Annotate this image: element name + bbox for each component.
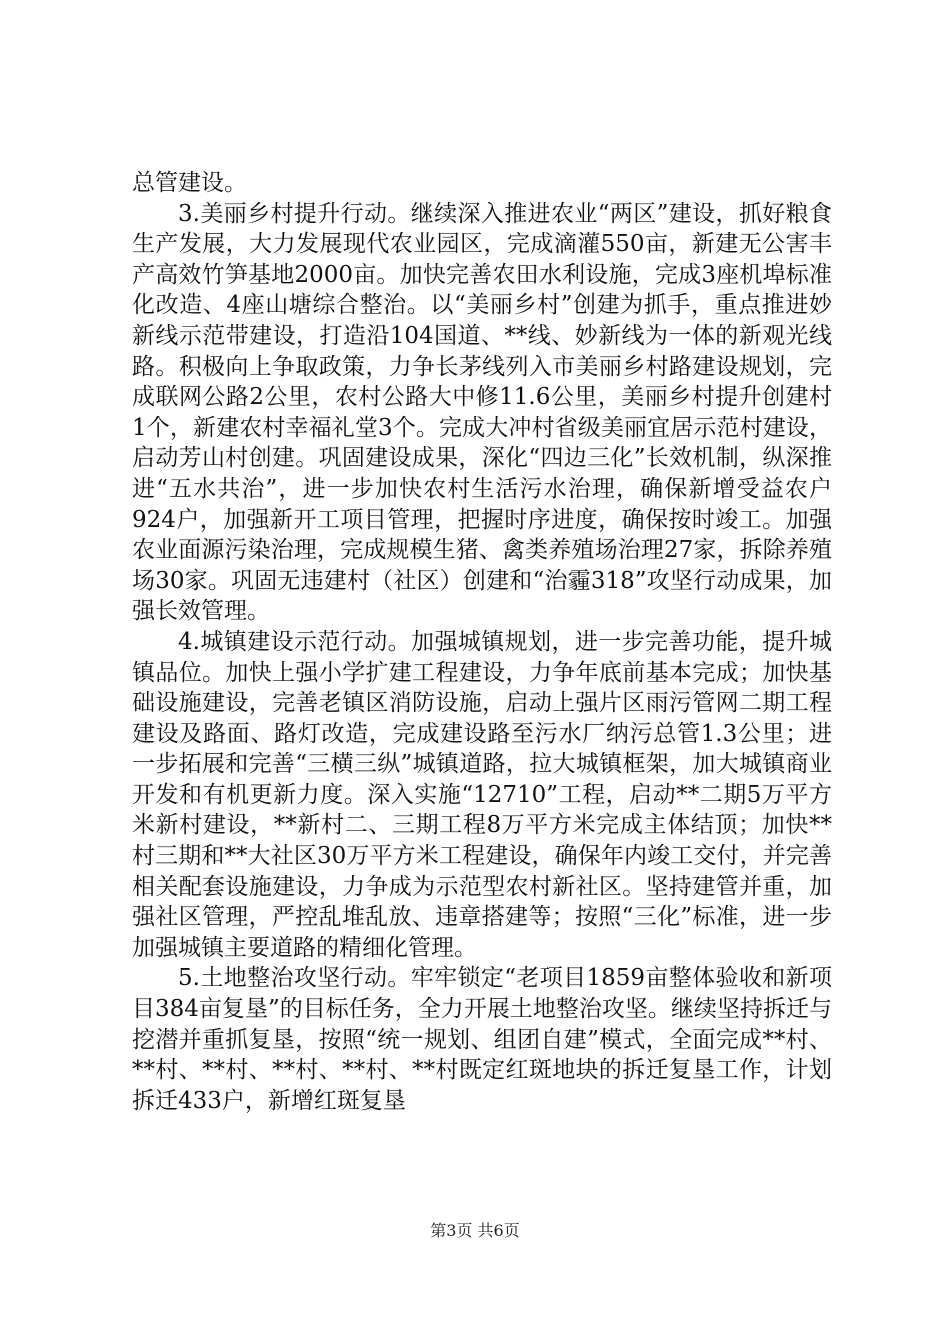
document-body (132, 168, 832, 1116)
page-number: 第3页 共6页 (430, 1221, 520, 1240)
paragraph-land-remediation: 5.土地整治攻坚行动。牢牢锁定“老项目1859亩整体验收和新项目384亩复垦”的目标任务，全力开展土地整治攻坚。继续坚持拆迁与挖潜并重抓复垦，按照“统一规划、组团自建”模式，全面完成**村、**村、**村、**村、**村、**村既定红斑地块的拆迁复垦工作，计划拆迁433户，新增红斑复垦 (132, 965, 832, 1114)
paragraph-beautiful-village: 3.美丽乡村提升行动。继续深入推进农业“两区”建设，抓好粮食生产发展，大力发展现代农业园区，完成滴灌550亩，新建无公害丰产高效竹笋基地2000亩。加快完善农田水利设施，完成3座机埠标准化改造、4座山塘综合整治。以“美丽乡村”创建为抓手，重点推进妙新线示范带建设，打造沿104国道、**线、妙新线为一体的新观光线路。积极向上争取政策，力争长茅线列入市美丽乡村路建设规划，完成联网公路2公里，农村公路大中修11.6公里，美丽乡村提升创建村1个，新建农村幸福礼堂3个。完成大冲村省级美丽宜居示范村建设，启动芳山村创建。巩固建设成果，深化“四边三化”长效机制，纵深推进“五水共治”，进一步加快农村生活污水治理，确保新增受益农户924户，加强新开工项目管理，把握时序进度，确保按时竣工。加强农业面源污染治理，完成规模生猪、禽类养殖场治理27家，拆除养殖场30家。巩固无违建村（社区）创建和“治霾318”攻坚行动成果，加强长效管理。 (132, 200, 832, 625)
paragraph-continuation: 总管建设。 (132, 170, 247, 196)
page-footer (0, 1218, 950, 1241)
paragraph-town-construction: 4.城镇建设示范行动。加强城镇规划，进一步完善功能，提升城镇品位。加快上强小学扩建工程建设，力争年底前基本完成；加快基础设施建设，完善老镇区消防设施，启动上强片区雨污管网二期工程建设及路面、路灯改造，完成建设路至污水厂纳污总管1.3公里；进一步拓展和完善“三横三纵”城镇道路，拉大城镇框架，加大城镇商业开发和有机更新力度。深入实施“12710”工程，启动**二期5万平方米新村建设，**新村二、三期工程8万平方米完成主体结顶；加快**村三期和**大社区30万平方米工程建设，确保年内竣工交付，并完善相关配套设施建设，力争成为示范型农村新社区。坚持建管并重，加强社区管理，严控乱堆乱放、违章搭建等；按照“三化”标准，进一步加强城镇主要道路的精细化管理。 (132, 628, 832, 961)
